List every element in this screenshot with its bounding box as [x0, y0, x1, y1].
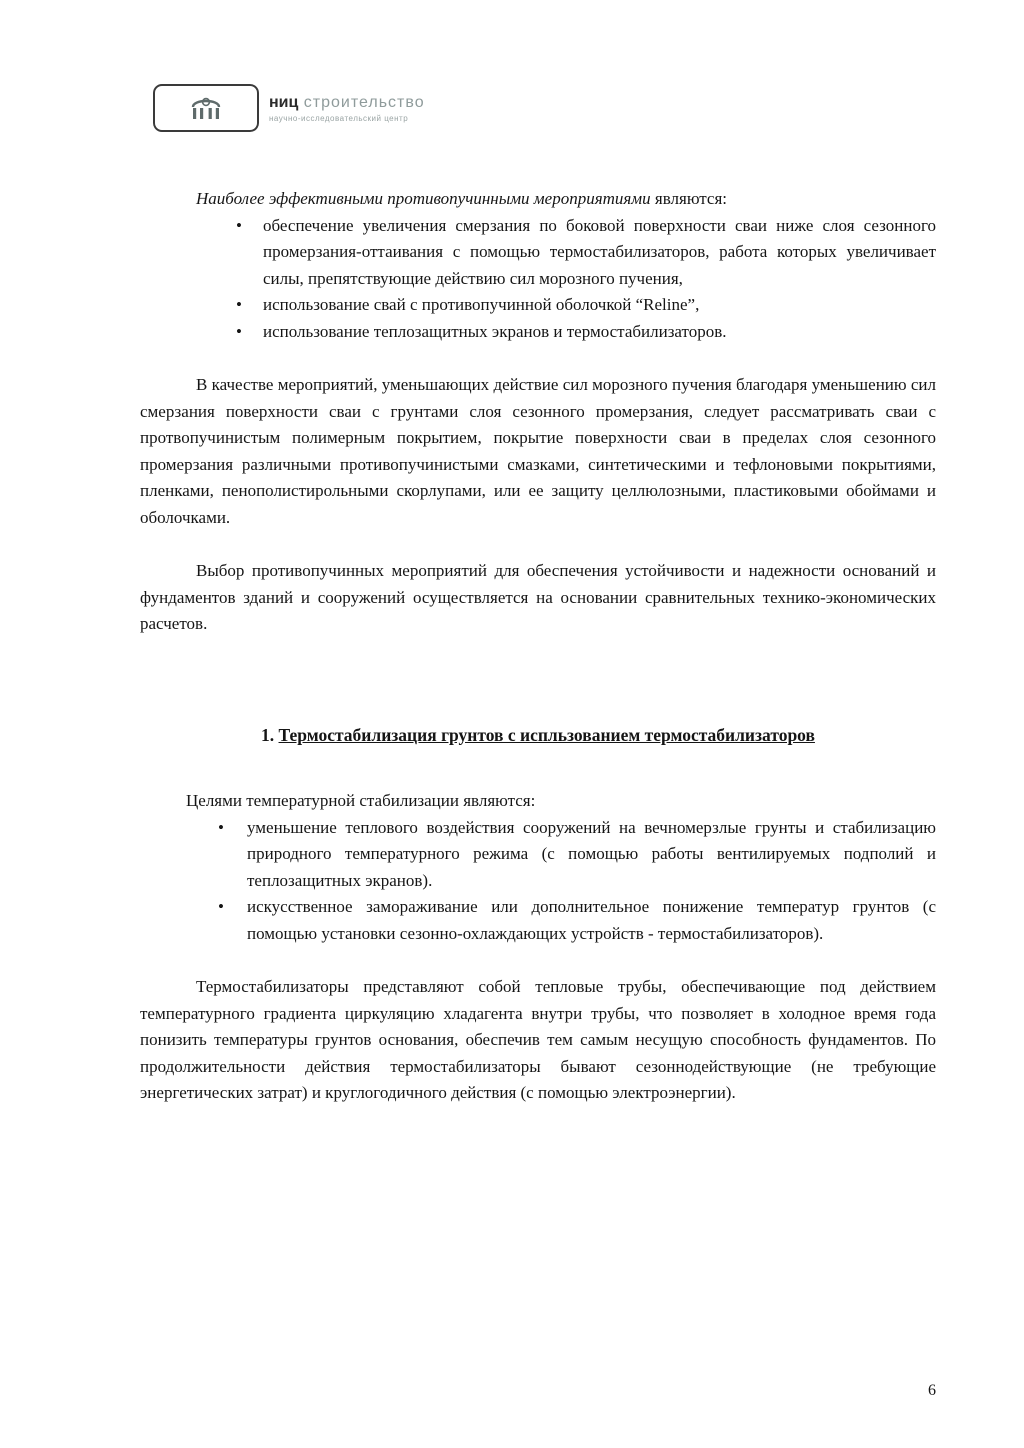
- list-item: [140, 292, 936, 319]
- bullet-icon: •: [218, 817, 224, 837]
- list-item-text: обеспечение увеличения смерзания по боковой поверхности сваи ниже слоя сезонного промерзания-оттаивания с помощью термостабилизаторов, работа которых увеличивает силы, препятствующие действию сил морозного пучения,: [263, 215, 936, 288]
- list-item-text: искусственное замораживание или дополнительное понижение температур грунтов (с помощью установки сезонно-охлаждающих устройств - термостабилизаторов).: [247, 897, 936, 943]
- intro-lead-tail: являются:: [650, 189, 728, 208]
- paragraph-measures: В качестве мероприятий, уменьшающих действие сил морозного пучения благодаря уменьшению сил смерзания поверхности сваи с грунтами слоя сезонного промерзания, следует рассматривать сваи с протвопучинистым полимерным покрытием, покрытие поверхности сваи в пределах слоя сезонного промерзания различными противопучинистыми смазками, синтетическими и тефлоновыми покрытиями, пленками, пенополистирольными скорлупами, или ее защиту целлюлозными, пластиковыми обоймами и оболочками.: [140, 375, 936, 527]
- page-number: 6: [928, 1382, 936, 1399]
- logo-box: [153, 84, 259, 132]
- list-item: [140, 319, 936, 346]
- section-heading: [140, 722, 936, 749]
- document-content: [140, 186, 936, 1107]
- bullet-icon: •: [236, 295, 242, 314]
- anti-heave-measures-list: [140, 213, 936, 346]
- section-number: 1.: [261, 724, 275, 745]
- brand-text: [269, 94, 425, 123]
- intro-paragraph: [140, 186, 936, 213]
- logo: [153, 84, 425, 132]
- list-item-text: использование теплозащитных экранов и термостабилизаторов.: [263, 321, 727, 341]
- nic-building-icon: [189, 93, 223, 123]
- intro-lead-italic: Наиболее эффективными противопучинными мероприятиями: [196, 189, 651, 208]
- bullet-icon: •: [236, 321, 242, 341]
- brand-subtitle: научно-исследовательский центр: [269, 113, 409, 123]
- bullet-icon: •: [236, 215, 242, 235]
- bullet-icon: •: [218, 897, 224, 916]
- section-title: Термостабилизация грунтов с испльзованием термостабилизаторов: [278, 724, 815, 745]
- brand-name: [269, 94, 425, 112]
- brand-name-rest: строительство: [298, 93, 425, 111]
- paragraph-thermostabilizers: Термостабилизаторы представляют собой тепловые трубы, обеспечивающие под действием температурного градиента циркуляцию хладагента внутри трубы, что позволяет в холодное время года понизить температуры грунтов основания, обеспечив тем самым несущую способность фундаментов. По продолжительности действия термостабилизаторы бывают сезоннодействующие (не требующие энергетических затрат) и круглогодичного действия (с помощью электроэнергии).: [140, 977, 936, 1102]
- list-item-text: уменьшение теплового воздействия сооружений на вечномерзлые грунты и стабилизацию природного температурного режима (с помощью работы вентилируемых подполий и теплозащитных экранов).: [247, 817, 936, 890]
- paragraph-choice: Выбор противопучинных мероприятий для обеспечения устойчивости и надежности оснований и фундаментов зданий и сооружений осуществляется на основании сравнительных технико-экономических расчетов.: [140, 561, 936, 633]
- brand-name-bold: ниц: [269, 93, 299, 111]
- list-item: [140, 213, 936, 293]
- stabilization-goals-list: [140, 815, 936, 948]
- list-item: [140, 815, 936, 895]
- list-item-text: использование свай с противопучинной оболочкой “Reline”,: [263, 295, 700, 314]
- goals-intro-paragraph: Целями температурной стабилизации являются:: [186, 791, 536, 810]
- list-item: [140, 894, 936, 947]
